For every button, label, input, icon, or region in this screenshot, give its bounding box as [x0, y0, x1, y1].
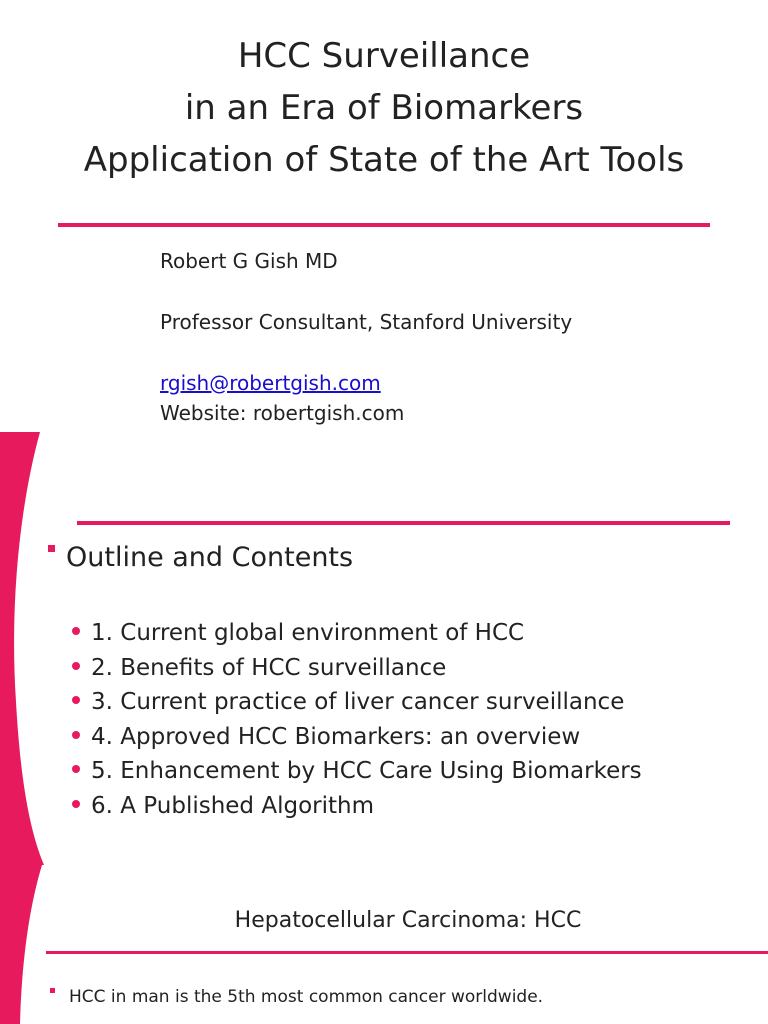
square-bullet-icon	[50, 988, 55, 993]
square-bullet-icon	[48, 545, 55, 552]
hcc-bullet	[50, 985, 543, 1009]
side-curve-decoration	[0, 865, 48, 1024]
hcc-divider	[46, 951, 768, 954]
hcc-slide	[0, 865, 768, 1024]
author-info	[160, 246, 572, 428]
list-item	[72, 754, 642, 789]
bullet-icon	[72, 800, 80, 808]
bullet-icon	[72, 731, 80, 739]
bullet-icon	[72, 662, 80, 670]
author-name: Robert G Gish MD	[160, 249, 338, 273]
title-divider	[58, 223, 710, 227]
list-item-text: 5. Enhancement by HCC Care Using Biomarkers	[91, 758, 642, 785]
email-link[interactable]: rgish@robertgish.com	[160, 371, 381, 395]
list-item-text: 2. Benefits of HCC surveillance	[91, 654, 447, 681]
list-item-text: 4. Approved HCC Biomarkers: an overview	[91, 723, 581, 750]
list-item-text: 6. A Published Algorithm	[91, 792, 374, 819]
title-slide	[0, 0, 768, 432]
list-item	[72, 651, 642, 686]
list-item-text: 3. Current practice of liver cancer surveillance	[91, 689, 625, 716]
author-affiliation: Professor Consultant, Stanford University	[160, 310, 573, 334]
bullet-icon	[72, 696, 80, 704]
outline-list	[72, 616, 642, 824]
outline-heading	[48, 540, 353, 576]
list-item	[72, 789, 642, 824]
title-line-3: Application of State of the Art Tools	[83, 140, 685, 180]
bullet-icon	[72, 627, 80, 635]
spacer	[160, 276, 572, 307]
title-line-2: in an Era of Biomarkers	[184, 88, 584, 128]
outline-heading-text: Outline and Contents	[66, 542, 354, 573]
list-item	[72, 616, 642, 651]
title-line-1: HCC Surveillance	[237, 36, 531, 76]
list-item-text: 1. Current global environment of HCC	[91, 620, 525, 646]
side-curve-decoration	[0, 432, 48, 865]
list-item	[72, 685, 642, 720]
slide-title	[0, 30, 768, 186]
outline-slide	[0, 432, 768, 865]
bullet-icon	[72, 765, 80, 773]
website-text: Website: robertgish.com	[160, 401, 405, 425]
hcc-bullet-text: HCC in man is the 5th most common cancer worldwide.	[69, 987, 544, 1007]
list-item	[72, 720, 642, 755]
hcc-slide-title: Hepatocellular Carcinoma: HCC	[234, 908, 582, 933]
spacer	[160, 337, 572, 368]
outline-divider	[77, 521, 730, 525]
